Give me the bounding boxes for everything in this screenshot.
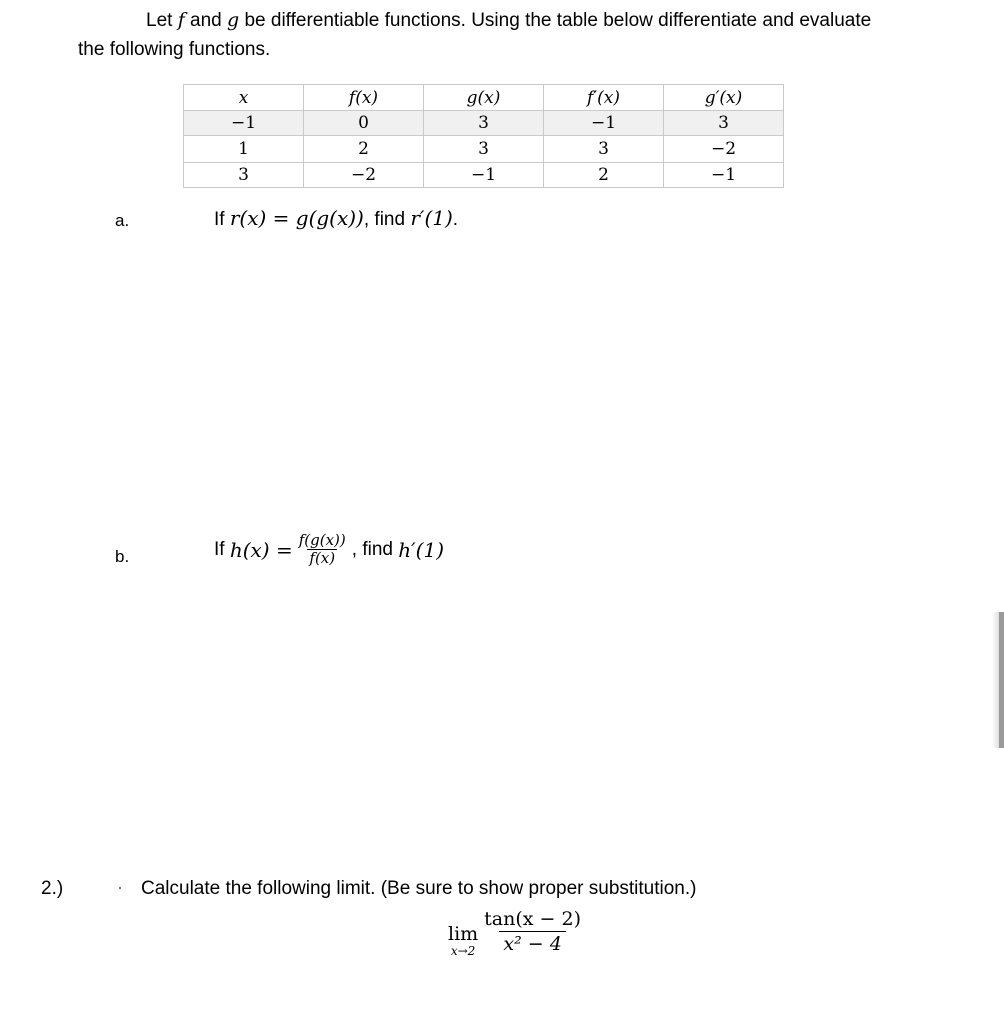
intro-text: and	[184, 10, 228, 31]
question-text: If	[214, 539, 225, 560]
intro-line-2: the following functions.	[78, 39, 271, 60]
table-header-cell: f(x)	[304, 85, 424, 111]
part-b-target: h′(1)	[398, 537, 445, 562]
limit-numerator: tan(x − 2)	[484, 908, 581, 930]
part-a-label: a.	[115, 211, 130, 230]
table-cell: 2	[544, 163, 664, 188]
problem-2-text: Calculate the following limit. (Be sure to show proper substitution.)	[141, 878, 697, 899]
table-cell: 2	[304, 136, 424, 163]
table-row	[184, 136, 784, 163]
table-cell: 3	[544, 136, 664, 163]
limit-fraction	[480, 907, 585, 956]
question-text: , find	[363, 209, 411, 230]
table-row	[184, 111, 784, 136]
question-text: If	[214, 209, 230, 230]
question-text: .	[452, 209, 459, 230]
table-cell: 1	[184, 136, 304, 163]
table-cell: −2	[304, 163, 424, 188]
table-header-cell: g(x)	[424, 85, 544, 111]
part-b-lhs: h(x) =	[229, 537, 293, 562]
fraction-numerator: f(g(x))	[298, 531, 346, 549]
lim-subscript: x→2	[450, 944, 476, 958]
question-text: , find	[351, 539, 393, 560]
table-cell: −2	[664, 136, 784, 163]
var-f: f	[177, 9, 185, 31]
intro-text: Let	[146, 10, 178, 31]
table-cell: 3	[664, 111, 784, 136]
table-header-cell: x	[184, 85, 304, 111]
table-cell: 0	[304, 111, 424, 136]
table-row	[184, 163, 784, 188]
fraction-denominator: f(x)	[309, 549, 336, 567]
var-g: g	[227, 9, 240, 31]
limit-denominator: x² − 4	[499, 931, 565, 956]
table-cell: 3	[424, 111, 544, 136]
table-cell: −1	[424, 163, 544, 188]
part-a-target: r′(1)	[410, 206, 453, 230]
table-header-cell: f′(x)	[544, 85, 664, 111]
table-cell: 3	[424, 136, 544, 163]
intro-line-1	[146, 11, 871, 30]
problem-2-label: 2.)	[41, 878, 64, 899]
function-values-table	[183, 84, 784, 188]
part-b-label: b.	[115, 547, 130, 566]
part-a-question	[214, 208, 458, 229]
table-cell: 3	[184, 163, 304, 188]
scrollbar-edge[interactable]	[999, 612, 1004, 748]
intro-text: be differentiable functions. Using the table below differentiate and evaluate	[239, 10, 872, 31]
part-b-question	[214, 532, 444, 582]
table-cell: −1	[184, 111, 304, 136]
table-cell: −1	[544, 111, 664, 136]
limit-operator	[448, 925, 478, 958]
part-a-expression: r(x) = g(g(x))	[229, 206, 364, 230]
table-header-row	[184, 85, 784, 111]
table-cell: −1	[664, 163, 784, 188]
edge-shadow	[992, 612, 999, 748]
part-b-fraction	[297, 532, 348, 567]
table-header-cell: g′(x)	[664, 85, 784, 111]
limit-expression	[448, 905, 585, 958]
bullet-dot	[119, 887, 121, 889]
lim-word: lim	[448, 923, 479, 945]
